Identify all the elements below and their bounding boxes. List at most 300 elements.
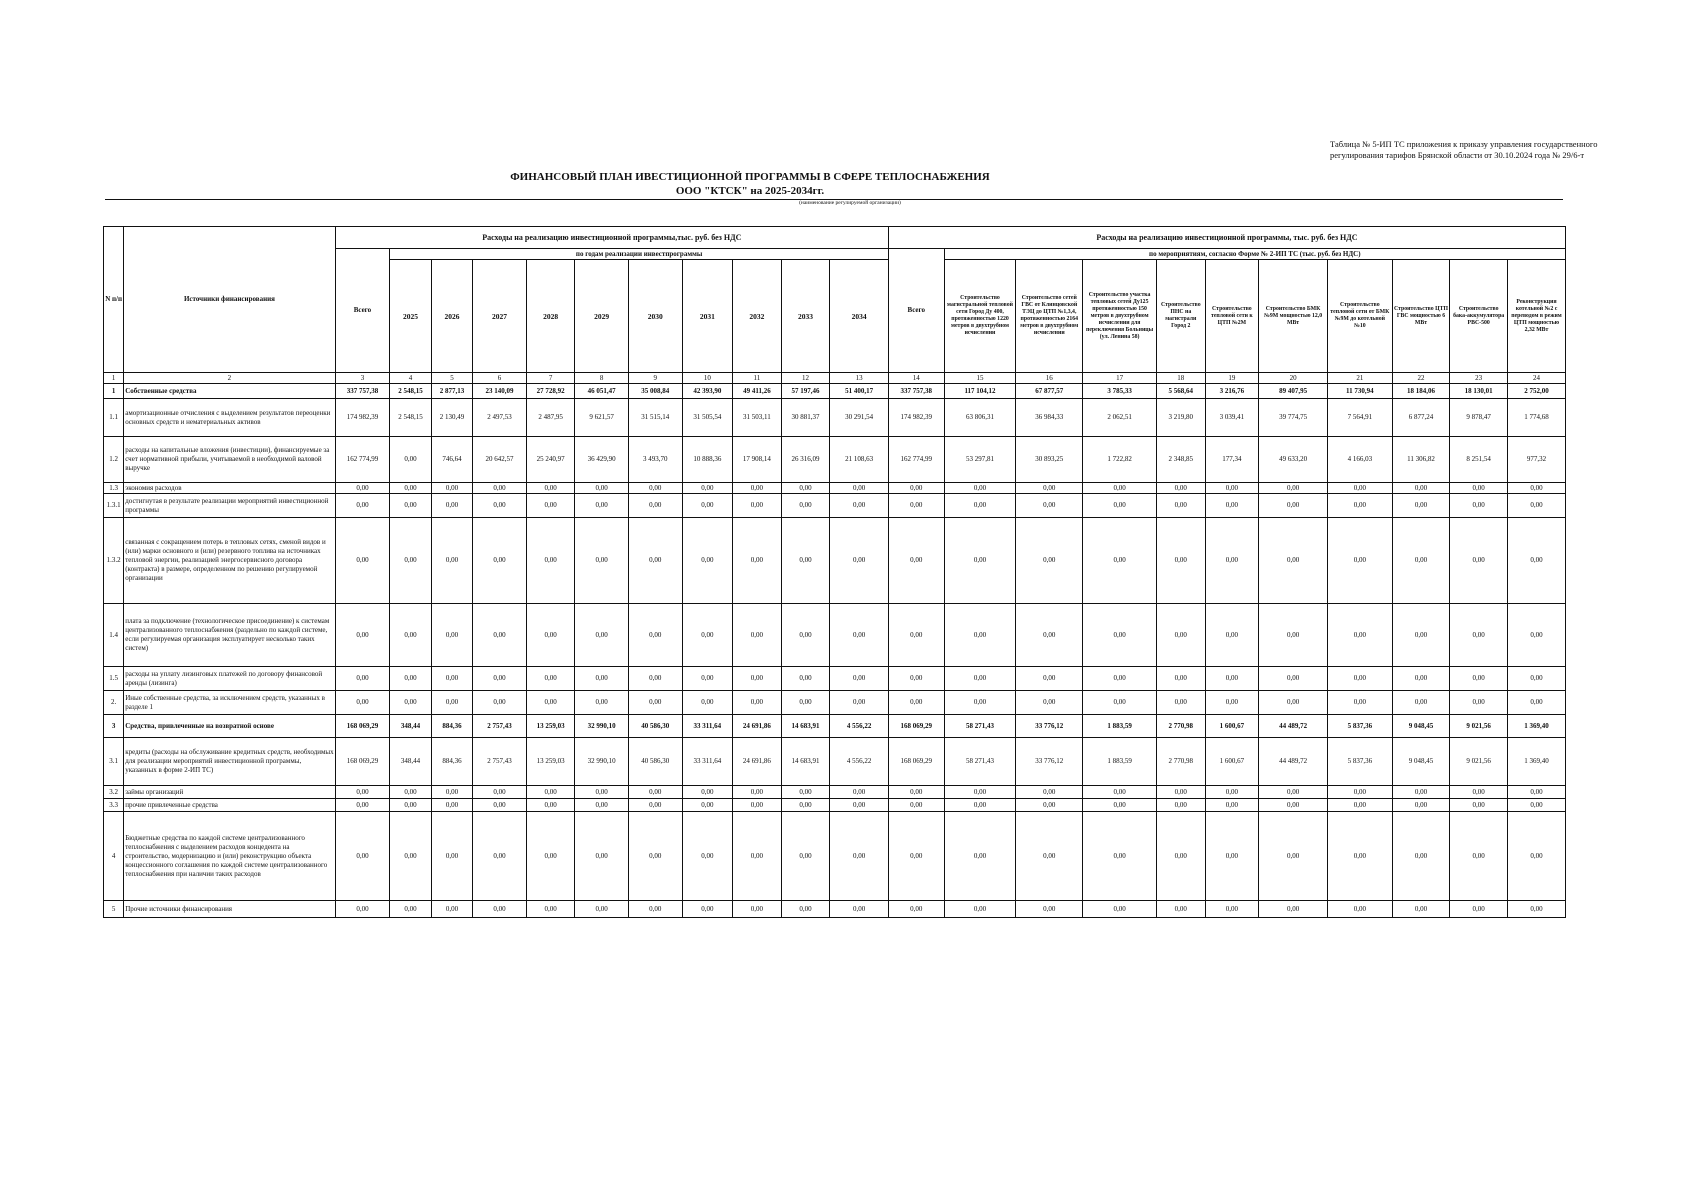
table-cell: 0,00 — [431, 667, 472, 691]
column-number: 13 — [830, 373, 889, 384]
table-cell: 0,00 — [830, 483, 889, 494]
table-cell: 0,00 — [830, 494, 889, 518]
table-cell: 57 197,46 — [781, 384, 830, 399]
table-cell: 0,00 — [682, 483, 733, 494]
table-cell: 0,00 — [944, 786, 1016, 799]
table-cell: 0,00 — [1327, 483, 1392, 494]
table-cell: 0,00 — [682, 812, 733, 901]
table-cell: 1 883,59 — [1083, 715, 1157, 738]
table-cell: 30 893,25 — [1016, 437, 1083, 483]
table-cell: 348,44 — [390, 715, 431, 738]
table-cell: 6 877,24 — [1392, 399, 1450, 437]
table-cell: 0,00 — [390, 691, 431, 715]
table-cell: 21 108,63 — [830, 437, 889, 483]
table-cell: 0,00 — [390, 494, 431, 518]
table-cell: 0,00 — [830, 901, 889, 918]
table-cell: 0,00 — [575, 604, 629, 667]
table-cell: 49 633,20 — [1259, 437, 1328, 483]
table-cell: 0,00 — [628, 901, 682, 918]
col-header-year: 2034 — [830, 260, 889, 373]
table-cell: 0,00 — [1327, 799, 1392, 812]
column-number: 22 — [1392, 373, 1450, 384]
row-source-name: амортизационные отчисления с выделением результатов переоценки основных средств и нематериальных активов — [124, 399, 335, 437]
table-cell: 0,00 — [944, 483, 1016, 494]
table-cell: 2 752,00 — [1508, 384, 1566, 399]
table-cell: 0,00 — [888, 518, 944, 604]
col-header-project: Строительство магистральной тепловой сети Город Ду 400, протяженностью 1220 метров в двухтрубном исчислении — [944, 260, 1016, 373]
table-cell: 0,00 — [1016, 812, 1083, 901]
table-cell: 9 621,57 — [575, 399, 629, 437]
table-cell: 1 883,59 — [1083, 738, 1157, 786]
table-cell: 2 062,51 — [1083, 399, 1157, 437]
row-number: 1.3.1 — [104, 494, 124, 518]
table-cell: 36 984,33 — [1016, 399, 1083, 437]
table-cell: 1 369,40 — [1508, 738, 1566, 786]
table-cell: 0,00 — [526, 667, 575, 691]
column-number: 5 — [431, 373, 472, 384]
table-cell: 0,00 — [1016, 901, 1083, 918]
row-number: 5 — [104, 901, 124, 918]
table-cell: 1 369,40 — [1508, 715, 1566, 738]
col-header-project: Строительство ЦТП ГВС мощностью 6 МВт — [1392, 260, 1450, 373]
table-cell: 31 515,14 — [628, 399, 682, 437]
table-cell: 0,00 — [1259, 786, 1328, 799]
table-cell: 0,00 — [575, 483, 629, 494]
table-cell: 0,00 — [1508, 604, 1566, 667]
table-cell: 2 877,13 — [431, 384, 472, 399]
table-cell: 0,00 — [1508, 518, 1566, 604]
col-header-year: 2031 — [682, 260, 733, 373]
table-cell: 0,00 — [431, 799, 472, 812]
table-cell: 0,00 — [682, 667, 733, 691]
column-number: 12 — [781, 373, 830, 384]
table-cell: 0,00 — [682, 494, 733, 518]
row-number: 2. — [104, 691, 124, 715]
table-cell: 0,00 — [575, 812, 629, 901]
table-cell: 14 683,91 — [781, 738, 830, 786]
table-cell: 51 400,17 — [830, 384, 889, 399]
table-row — [104, 494, 1566, 518]
table-cell: 30 291,54 — [830, 399, 889, 437]
column-number: 4 — [390, 373, 431, 384]
table-cell: 2 770,98 — [1157, 715, 1206, 738]
table-cell: 0,00 — [1259, 518, 1328, 604]
column-number: 20 — [1259, 373, 1328, 384]
table-cell: 20 642,57 — [473, 437, 527, 483]
table-cell: 0,00 — [1450, 691, 1508, 715]
table-cell: 0,00 — [431, 518, 472, 604]
table-cell: 0,00 — [1259, 901, 1328, 918]
col-header-year: 2030 — [628, 260, 682, 373]
table-cell: 44 489,72 — [1259, 738, 1328, 786]
row-number: 1.3 — [104, 483, 124, 494]
table-cell: 49 411,26 — [733, 384, 782, 399]
table-cell: 0,00 — [335, 799, 390, 812]
table-cell: 0,00 — [1016, 691, 1083, 715]
table-cell: 0,00 — [1508, 901, 1566, 918]
table-cell: 9 048,45 — [1392, 738, 1450, 786]
table-cell: 53 297,81 — [944, 437, 1016, 483]
row-source-name: связанная с сокращением потерь в тепловых сетях, сменой видов и (или) марки основного и (или) резервного топлива на источниках тепловой энергии, реализацией энергосервисного договора (контракта) в размере, определенном по решению регулируемой организации — [124, 518, 335, 604]
table-row — [104, 604, 1566, 667]
table-cell: 0,00 — [830, 691, 889, 715]
table-cell: 0,00 — [944, 812, 1016, 901]
column-number: 10 — [682, 373, 733, 384]
table-cell: 0,00 — [1205, 812, 1259, 901]
table-cell: 0,00 — [1392, 691, 1450, 715]
table-cell: 31 505,54 — [682, 399, 733, 437]
table-cell: 977,32 — [1508, 437, 1566, 483]
table-row — [104, 812, 1566, 901]
table-cell: 0,00 — [431, 494, 472, 518]
table-cell: 0,00 — [1083, 812, 1157, 901]
table-cell: 0,00 — [781, 518, 830, 604]
table-cell: 0,00 — [1259, 604, 1328, 667]
table-cell: 0,00 — [682, 901, 733, 918]
table-cell: 0,00 — [1508, 786, 1566, 799]
table-cell: 25 240,97 — [526, 437, 575, 483]
table-cell: 0,00 — [473, 483, 527, 494]
column-number: 24 — [1508, 373, 1566, 384]
table-cell: 0,00 — [390, 901, 431, 918]
table-cell: 2 548,15 — [390, 399, 431, 437]
table-cell: 0,00 — [733, 812, 782, 901]
table-cell: 0,00 — [1450, 604, 1508, 667]
table-cell: 0,00 — [526, 691, 575, 715]
table-cell: 0,00 — [431, 604, 472, 667]
row-source-name: Бюджетные средства по каждой системе централизованного теплоснабжения с выделением расходов концедента на строительство, модернизацию и (или) реконструкцию объекта концессионного соглашения по каждой системе централизованного теплоснабжения при наличии таких расходов — [124, 812, 335, 901]
table-cell: 0,00 — [1327, 901, 1392, 918]
table-cell: 168 069,29 — [888, 715, 944, 738]
table-cell: 9 878,47 — [1450, 399, 1508, 437]
title-caption: (наименование регулируемой организации) — [799, 200, 901, 206]
table-cell: 0,00 — [526, 786, 575, 799]
table-cell: 0,00 — [1392, 483, 1450, 494]
table-cell: 0,00 — [1016, 667, 1083, 691]
table-cell: 0,00 — [335, 494, 390, 518]
table-cell: 0,00 — [1083, 604, 1157, 667]
column-number: 8 — [575, 373, 629, 384]
table-cell: 0,00 — [473, 691, 527, 715]
table-cell: 0,00 — [1392, 786, 1450, 799]
table-cell: 0,00 — [830, 812, 889, 901]
table-cell: 2 548,15 — [390, 384, 431, 399]
table-cell: 3 785,33 — [1083, 384, 1157, 399]
table-row — [104, 437, 1566, 483]
table-cell: 0,00 — [1205, 691, 1259, 715]
table-cell: 0,00 — [473, 786, 527, 799]
table-cell: 168 069,29 — [335, 715, 390, 738]
table-cell: 2 770,98 — [1157, 738, 1206, 786]
table-cell: 0,00 — [781, 691, 830, 715]
table-cell: 0,00 — [628, 518, 682, 604]
table-cell: 0,00 — [830, 667, 889, 691]
row-number: 4 — [104, 812, 124, 901]
table-cell: 0,00 — [830, 786, 889, 799]
table-cell: 3 039,41 — [1205, 399, 1259, 437]
table-cell: 23 140,09 — [473, 384, 527, 399]
row-source-name: прочие привлеченные средства — [124, 799, 335, 812]
table-row — [104, 715, 1566, 738]
table-cell: 0,00 — [733, 786, 782, 799]
col-header-project: Строительство бака-аккумулятора РВС-500 — [1450, 260, 1508, 373]
group-header-years: Расходы на реализацию инвестиционной программы,тыс. руб. без НДС — [335, 227, 888, 249]
table-cell: 0,00 — [1259, 667, 1328, 691]
table-cell: 14 683,91 — [781, 715, 830, 738]
table-cell: 33 311,64 — [682, 715, 733, 738]
table-cell: 2 757,43 — [473, 715, 527, 738]
table-cell: 0,00 — [733, 483, 782, 494]
col-header-source: Источники финансирования — [124, 227, 335, 373]
table-cell: 0,00 — [682, 518, 733, 604]
row-source-name: расходы на уплату лизинговых платежей по договору финансовой аренды (лизинга) — [124, 667, 335, 691]
table-row — [104, 738, 1566, 786]
table-cell: 0,00 — [1083, 799, 1157, 812]
column-number: 6 — [473, 373, 527, 384]
row-source-name: займы организаций — [124, 786, 335, 799]
table-cell: 31 503,11 — [733, 399, 782, 437]
table-cell: 0,00 — [473, 518, 527, 604]
table-cell: 0,00 — [1083, 786, 1157, 799]
table-cell: 1 600,67 — [1205, 715, 1259, 738]
table-cell: 0,00 — [390, 812, 431, 901]
table-cell: 0,00 — [830, 799, 889, 812]
col-header-project: Строительство тепловой сети к ЦТП №2М — [1205, 260, 1259, 373]
table-cell: 168 069,29 — [888, 738, 944, 786]
table-cell: 0,00 — [526, 494, 575, 518]
table-cell: 24 691,86 — [733, 738, 782, 786]
table-cell: 0,00 — [1157, 901, 1206, 918]
table-cell: 3 219,80 — [1157, 399, 1206, 437]
table-cell: 0,00 — [473, 901, 527, 918]
table-cell: 0,00 — [628, 667, 682, 691]
table-cell: 4 556,22 — [830, 715, 889, 738]
table-cell: 0,00 — [1205, 483, 1259, 494]
table-cell: 0,00 — [1508, 812, 1566, 901]
header-note: Таблица № 5-ИП ТС приложения к приказу управления государственного регулирования тарифов Брянской области от 30.10.2024 года № 29/6-т — [1330, 139, 1598, 160]
column-number: 14 — [888, 373, 944, 384]
column-number: 18 — [1157, 373, 1206, 384]
column-number: 2 — [124, 373, 335, 384]
table-cell: 5 837,36 — [1327, 715, 1392, 738]
table-cell: 24 691,86 — [733, 715, 782, 738]
table-cell: 11 730,94 — [1327, 384, 1392, 399]
table-cell: 0,00 — [1157, 667, 1206, 691]
table-cell: 18 130,01 — [1450, 384, 1508, 399]
table-cell: 0,00 — [1392, 494, 1450, 518]
table-cell: 0,00 — [1016, 604, 1083, 667]
table-cell: 0,00 — [390, 437, 431, 483]
table-cell: 0,00 — [390, 786, 431, 799]
col-header-year: 2027 — [473, 260, 527, 373]
table-cell: 0,00 — [781, 483, 830, 494]
table-cell: 67 877,57 — [1016, 384, 1083, 399]
row-source-name: достигнутая в результате реализации мероприятий инвестиционной программы — [124, 494, 335, 518]
col-header-year: 2029 — [575, 260, 629, 373]
table-cell: 0,00 — [1016, 786, 1083, 799]
column-number: 15 — [944, 373, 1016, 384]
table-row — [104, 786, 1566, 799]
table-cell: 0,00 — [526, 812, 575, 901]
table-cell: 5 568,64 — [1157, 384, 1206, 399]
table-cell: 0,00 — [944, 494, 1016, 518]
table-cell: 0,00 — [1508, 494, 1566, 518]
table-cell: 0,00 — [431, 901, 472, 918]
row-source-name: экономия расходов — [124, 483, 335, 494]
table-cell: 0,00 — [682, 799, 733, 812]
table-cell: 0,00 — [575, 901, 629, 918]
table-cell: 1 774,68 — [1508, 399, 1566, 437]
table-cell: 7 564,91 — [1327, 399, 1392, 437]
table-cell: 0,00 — [1157, 494, 1206, 518]
table-cell: 39 774,75 — [1259, 399, 1328, 437]
row-number: 1.4 — [104, 604, 124, 667]
table-cell: 46 051,47 — [575, 384, 629, 399]
col-header-project: Строительство ПНС на магистрали Город 2 — [1157, 260, 1206, 373]
row-source-name: плата за подключение (технологическое присоединение) к системам централизованного теплоснабжения (раздельно по каждой системе, если регулируемая организация эксплуатирует несколько таких систем) — [124, 604, 335, 667]
table-cell: 0,00 — [781, 786, 830, 799]
table-row — [104, 518, 1566, 604]
table-cell: 0,00 — [888, 667, 944, 691]
col-header-project: Реконструкция котельной №2 с переводом в режим ЦТП мощностью 2,32 МВт — [1508, 260, 1566, 373]
table-cell: 18 184,06 — [1392, 384, 1450, 399]
table-cell: 0,00 — [733, 691, 782, 715]
table-cell: 2 348,85 — [1157, 437, 1206, 483]
table-cell: 0,00 — [335, 786, 390, 799]
table-cell: 0,00 — [1327, 518, 1392, 604]
table-cell: 0,00 — [830, 604, 889, 667]
table-cell: 0,00 — [944, 901, 1016, 918]
table-cell: 884,36 — [431, 738, 472, 786]
table-cell: 0,00 — [888, 494, 944, 518]
group-header-projects: Расходы на реализацию инвестиционной программы, тыс. руб. без НДС — [888, 227, 1565, 249]
table-cell: 0,00 — [575, 518, 629, 604]
table-cell: 0,00 — [1327, 667, 1392, 691]
table-cell: 40 586,30 — [628, 715, 682, 738]
column-number: 7 — [526, 373, 575, 384]
table-cell: 0,00 — [1016, 799, 1083, 812]
table-cell: 0,00 — [1083, 494, 1157, 518]
table-cell: 0,00 — [1205, 518, 1259, 604]
table-cell: 0,00 — [682, 604, 733, 667]
col-header-project: Строительство участка тепловых сетей Ду125 протяженностью 150 метров в двухтрубном исчислении для переключения Больницы (ул. Ленина 58) — [1083, 260, 1157, 373]
table-cell: 0,00 — [733, 667, 782, 691]
table-cell: 0,00 — [1327, 691, 1392, 715]
table-cell: 40 586,30 — [628, 738, 682, 786]
table-cell: 0,00 — [1392, 799, 1450, 812]
table-cell: 0,00 — [1450, 799, 1508, 812]
col-header-project: Строительство БМК №9М мощностью 12,0 МВт — [1259, 260, 1328, 373]
table-cell: 884,36 — [431, 715, 472, 738]
table-cell: 0,00 — [888, 786, 944, 799]
table-cell: 0,00 — [682, 691, 733, 715]
document-title: ФИНАНСОВЫЙ ПЛАН ИВЕСТИЦИОННОЙ ПРОГРАММЫ В СФЕРЕ ТЕПЛОСНАБЖЕНИЯ — [510, 171, 990, 183]
column-number: 11 — [733, 373, 782, 384]
table-cell: 33 311,64 — [682, 738, 733, 786]
table-cell: 27 728,92 — [526, 384, 575, 399]
column-number: 1 — [104, 373, 124, 384]
row-source-name: Иные собственные средства, за исключением средств, указанных в разделе 1 — [124, 691, 335, 715]
table-cell: 42 393,90 — [682, 384, 733, 399]
table-cell: 0,00 — [1157, 691, 1206, 715]
table-cell: 33 776,12 — [1016, 715, 1083, 738]
table-cell: 5 837,36 — [1327, 738, 1392, 786]
table-cell: 0,00 — [1205, 799, 1259, 812]
table-cell: 0,00 — [628, 691, 682, 715]
table-cell: 0,00 — [944, 799, 1016, 812]
table-cell: 0,00 — [1392, 667, 1450, 691]
table-cell: 0,00 — [390, 604, 431, 667]
table-cell: 0,00 — [431, 786, 472, 799]
table-cell: 0,00 — [1450, 667, 1508, 691]
table-row — [104, 483, 1566, 494]
table-cell: 0,00 — [1327, 812, 1392, 901]
table-cell: 0,00 — [1259, 483, 1328, 494]
table-cell: 0,00 — [473, 494, 527, 518]
table-cell: 0,00 — [526, 604, 575, 667]
table-cell: 117 104,12 — [944, 384, 1016, 399]
row-number: 1.1 — [104, 399, 124, 437]
table-cell: 9 021,56 — [1450, 715, 1508, 738]
table-cell: 0,00 — [390, 667, 431, 691]
row-number: 1.5 — [104, 667, 124, 691]
table-cell: 32 990,10 — [575, 715, 629, 738]
table-cell: 0,00 — [1016, 494, 1083, 518]
table-cell: 0,00 — [1508, 667, 1566, 691]
table-cell: 0,00 — [781, 901, 830, 918]
table-cell: 0,00 — [1157, 604, 1206, 667]
table-cell: 3 216,76 — [1205, 384, 1259, 399]
table-cell: 348,44 — [390, 738, 431, 786]
table-cell: 58 271,43 — [944, 715, 1016, 738]
table-cell: 0,00 — [473, 604, 527, 667]
table-cell: 0,00 — [1508, 691, 1566, 715]
table-cell: 0,00 — [628, 604, 682, 667]
table-cell: 0,00 — [473, 812, 527, 901]
table-cell: 0,00 — [1327, 494, 1392, 518]
table-cell: 746,64 — [431, 437, 472, 483]
table-cell: 3 493,70 — [628, 437, 682, 483]
table-cell: 4 166,03 — [1327, 437, 1392, 483]
row-source-name: Собственные средства — [124, 384, 335, 399]
table-cell: 36 429,90 — [575, 437, 629, 483]
table-row — [104, 799, 1566, 812]
subgroup-header-years: по годам реализации инвестпрограммы — [390, 249, 889, 260]
table-cell: 2 497,53 — [473, 399, 527, 437]
table-cell: 0,00 — [781, 494, 830, 518]
table-cell: 0,00 — [431, 483, 472, 494]
table-cell: 0,00 — [575, 494, 629, 518]
table-cell: 26 316,09 — [781, 437, 830, 483]
col-header-num: N п/п — [104, 227, 124, 373]
table-cell: 1 600,67 — [1205, 738, 1259, 786]
row-number: 1 — [104, 384, 124, 399]
table-cell: 162 774,99 — [335, 437, 390, 483]
row-source-name: Прочие источники финансирования — [124, 901, 335, 918]
table-cell: 0,00 — [628, 494, 682, 518]
table-cell: 0,00 — [1157, 483, 1206, 494]
column-number: 16 — [1016, 373, 1083, 384]
table-cell: 0,00 — [1205, 786, 1259, 799]
column-number: 19 — [1205, 373, 1259, 384]
table-cell: 1 722,82 — [1083, 437, 1157, 483]
table-cell: 0,00 — [888, 483, 944, 494]
column-number: 3 — [335, 373, 390, 384]
table-cell: 0,00 — [1083, 667, 1157, 691]
table-cell: 0,00 — [1450, 786, 1508, 799]
table-cell: 0,00 — [733, 799, 782, 812]
table-cell: 0,00 — [1392, 812, 1450, 901]
